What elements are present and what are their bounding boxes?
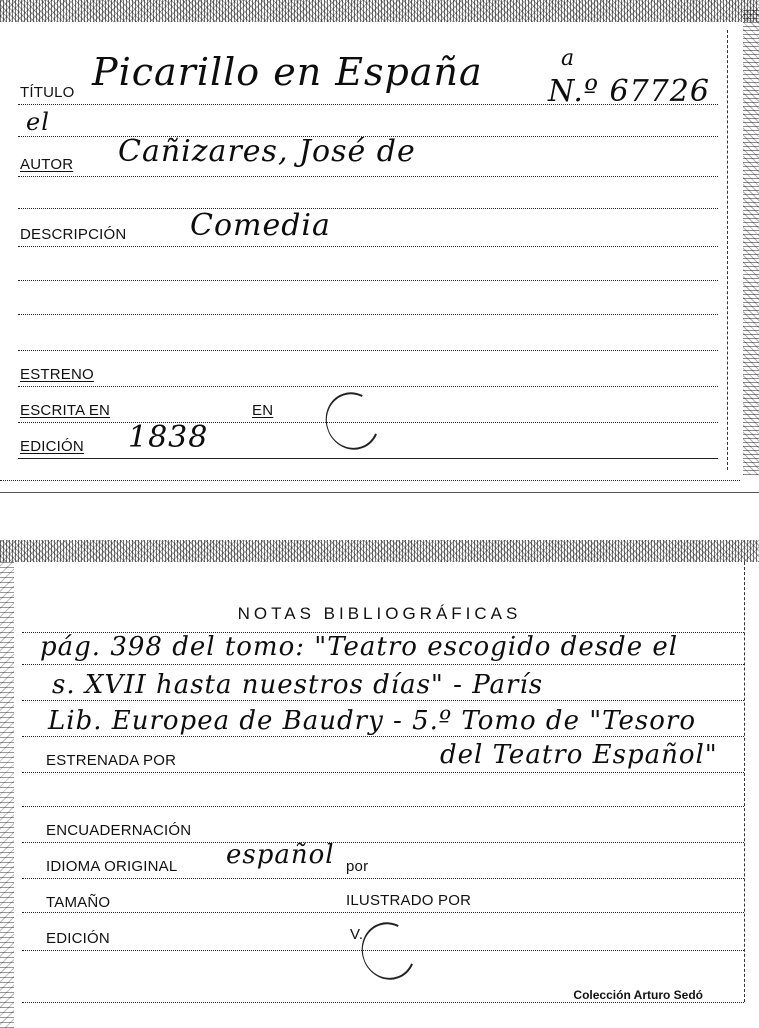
rule-notes-1: [22, 664, 744, 665]
collection-credit: Colección Arturo Sedó: [573, 988, 703, 1002]
rule-descripcion-2: [18, 280, 718, 281]
rule-notes-3: [22, 736, 744, 737]
note-line-3: Lib. Europea de Baudry - 5.º Tomo de "Tesoro: [48, 706, 696, 736]
label-estreno: ESTRENO: [20, 366, 94, 383]
rule-estrenada-2: [22, 806, 744, 807]
stamp-circle-back: [354, 915, 424, 988]
rule-estreno: [18, 386, 718, 387]
rule-descripcion-3: [18, 314, 718, 315]
note-line-1: pág. 398 del tomo: "Teatro escogido desde el: [40, 632, 679, 662]
notes-heading: NOTAS BIBLIOGRÁFICAS: [237, 604, 522, 623]
title-value: Picarillo en España: [92, 50, 483, 94]
label-descripcion: DESCRIPCIÓN: [20, 226, 127, 243]
label-por: por: [346, 858, 369, 875]
label-en: EN: [252, 402, 274, 419]
note-line-4: del Teatro Español": [440, 740, 718, 770]
rule-edicion: [18, 458, 718, 459]
description-value: Comedia: [190, 208, 331, 243]
card-right-border-back: [744, 562, 745, 1002]
label-estrenada-por: ESTRENADA POR: [46, 752, 177, 769]
torn-edge-top-back: [0, 540, 759, 562]
rule-encuadernacion: [22, 842, 744, 843]
torn-edge-left-back: [0, 560, 14, 1028]
catalog-number: N.º 67726: [548, 74, 710, 109]
title-continuation: el: [26, 108, 50, 136]
language-value: español: [226, 840, 335, 870]
rule-titulo: [18, 104, 718, 105]
rule-notes-0: [22, 632, 744, 633]
label-titulo: TÍTULO: [20, 84, 75, 101]
card-right-border: [727, 30, 728, 470]
edition-year: 1838: [128, 420, 209, 455]
label-v: V.: [350, 926, 364, 943]
rule-idioma: [22, 878, 744, 879]
label-edicion-back: EDICIÓN: [46, 930, 110, 947]
rule-bottom-back: [22, 1002, 744, 1003]
rule-bottom: [0, 480, 740, 481]
author-value: Cañizares, José de: [118, 134, 416, 169]
rule-descripcion-4: [18, 350, 718, 351]
label-edicion: EDICIÓN: [20, 438, 84, 455]
rule-autor-2: [18, 208, 718, 209]
rule-tamano: [22, 912, 744, 913]
torn-edge-top: [0, 0, 759, 22]
label-idioma-original: IDIOMA ORIGINAL: [46, 858, 178, 875]
label-autor: AUTOR: [20, 156, 74, 173]
stamp-circle: [318, 385, 388, 458]
label-escrita-en: ESCRITA EN: [20, 402, 111, 419]
torn-edge-right: [743, 10, 759, 475]
rule-estrenada: [22, 772, 744, 773]
rule-notes-2: [22, 700, 744, 701]
card-separator: [0, 492, 759, 493]
catalog-card-back: [0, 540, 759, 1028]
rule-descripcion: [18, 246, 718, 247]
note-line-2: s. XVII hasta nuestros días" - París: [52, 670, 544, 700]
label-encuadernacion: ENCUADERNACIÓN: [46, 822, 192, 839]
rule-escrita: [18, 422, 718, 423]
catalog-card-front: [0, 0, 759, 495]
number-superscript: a: [561, 46, 576, 71]
label-ilustrado-por: ILUSTRADO POR: [346, 892, 472, 909]
rule-edicion-back: [22, 950, 744, 951]
label-tamano: TAMAÑO: [46, 894, 111, 911]
rule-autor: [18, 176, 718, 177]
